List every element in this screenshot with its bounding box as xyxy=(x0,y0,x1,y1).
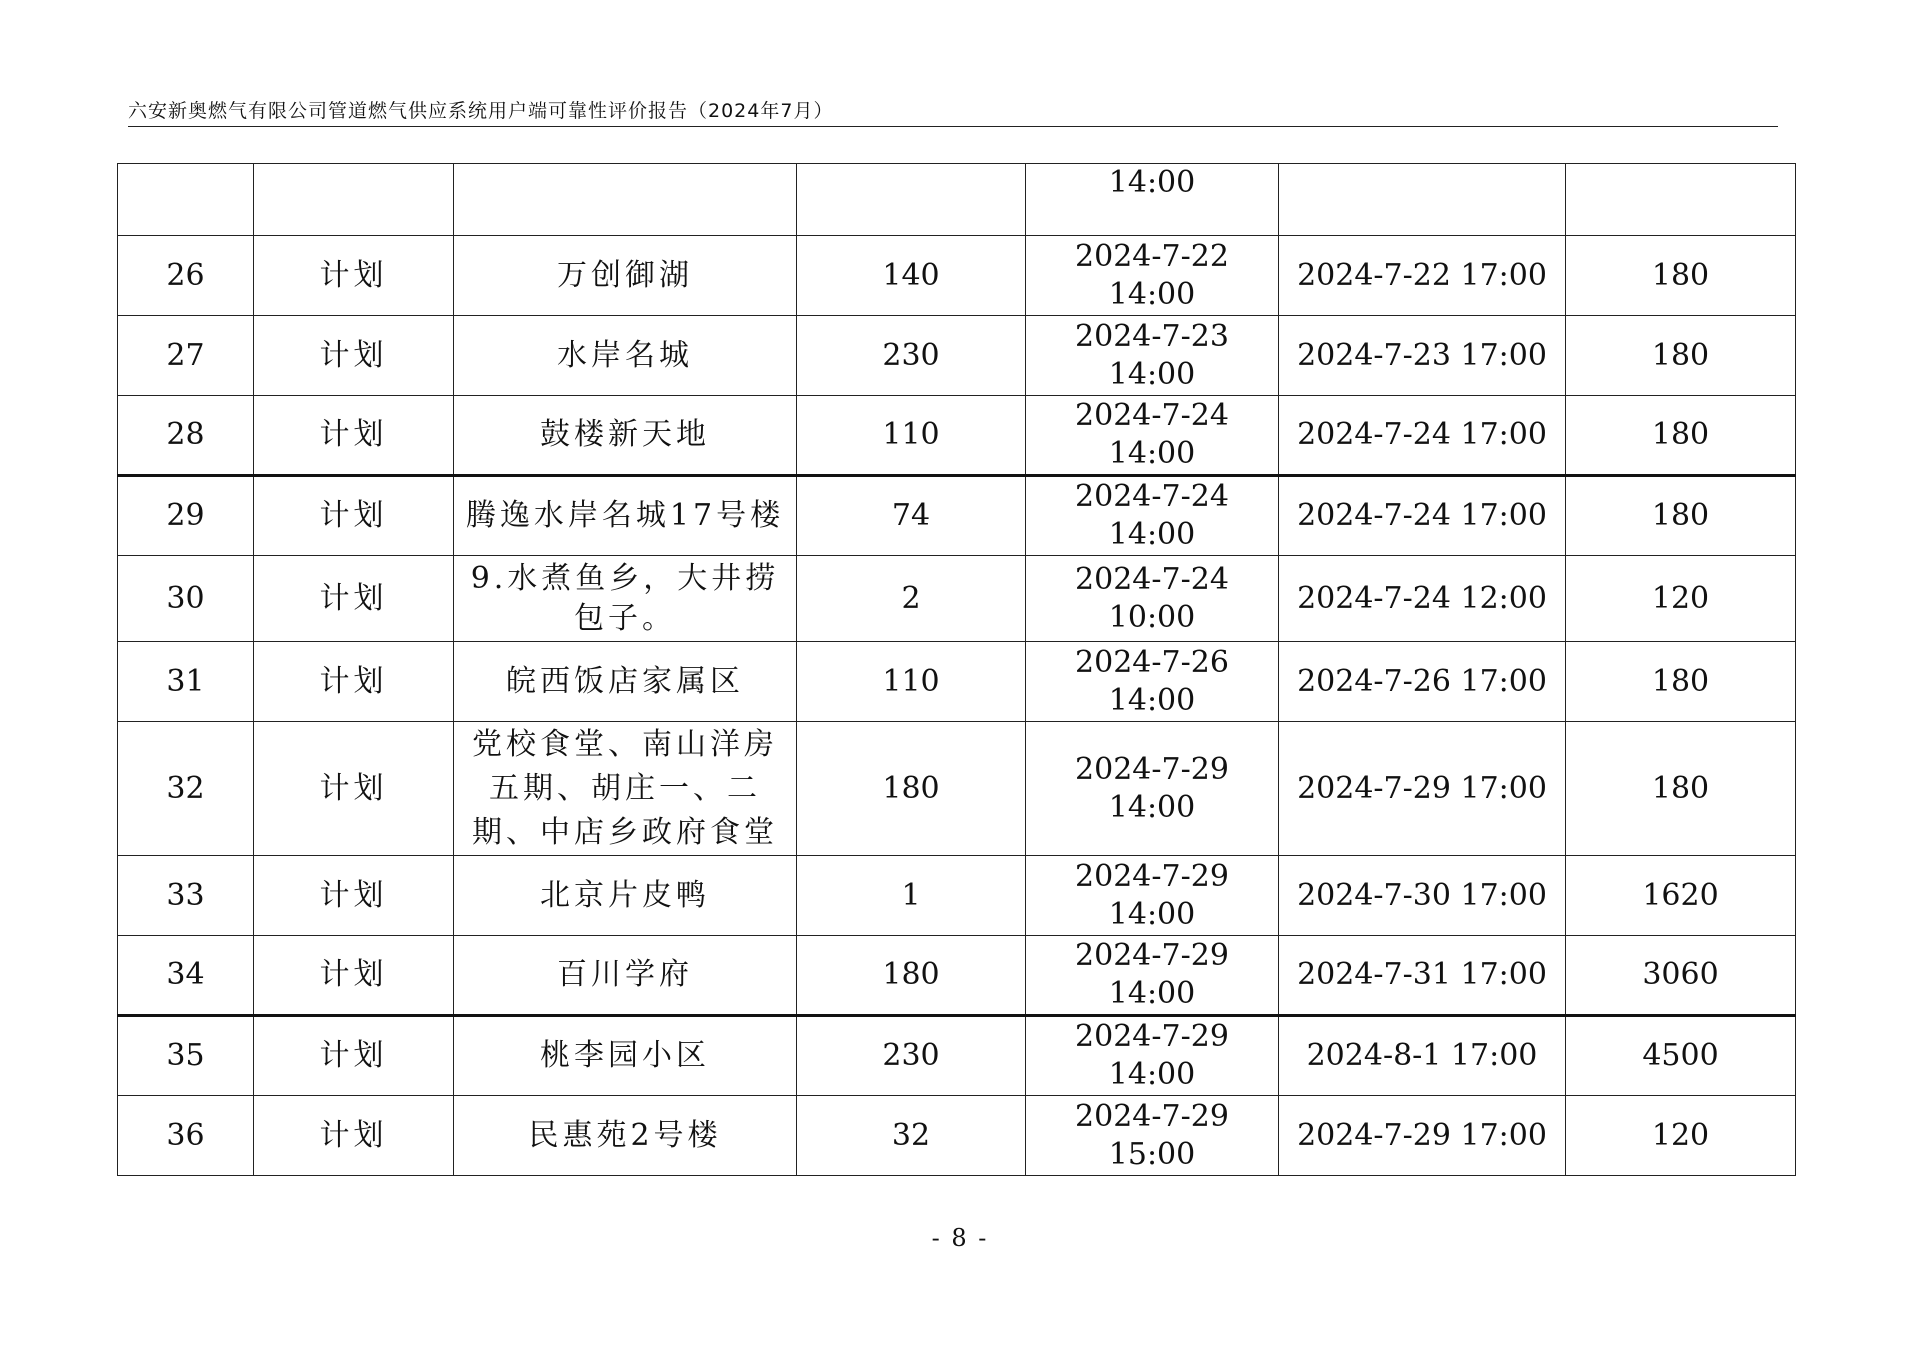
cell-end: 2024-8-1 17:00 xyxy=(1279,1016,1566,1096)
cell-type: 计划 xyxy=(254,722,454,856)
cell-households: 1 xyxy=(797,856,1026,936)
cell-area xyxy=(454,316,797,396)
cell-end: 2024-7-31 17:00 xyxy=(1279,936,1566,1016)
cell-no: 32 xyxy=(118,722,254,856)
cell-end: 2024-7-30 17:00 xyxy=(1279,856,1566,936)
cell-line: 14:00 xyxy=(1108,1057,1196,1092)
cell-line: 14:00 xyxy=(1108,436,1196,471)
cell-type xyxy=(254,164,454,236)
table-row xyxy=(118,936,1796,1016)
cell-households: 180 xyxy=(797,936,1026,1016)
cell-households: 110 xyxy=(797,642,1026,722)
cell-end: 2024-7-23 17:00 xyxy=(1279,316,1566,396)
cell-line: 9.水煮鱼乡，大井捞 xyxy=(470,560,780,596)
header-rule xyxy=(128,126,1778,127)
cell-type: 计划 xyxy=(254,1096,454,1176)
cell-area xyxy=(454,556,797,642)
cell-no: 31 xyxy=(118,642,254,722)
cell-area xyxy=(454,396,797,476)
cell-line: 北京片皮鸭 xyxy=(540,877,710,913)
cell-type: 计划 xyxy=(254,396,454,476)
cell-households: 180 xyxy=(797,722,1026,856)
cell-duration: 180 xyxy=(1566,236,1796,316)
cell-start xyxy=(1026,856,1279,936)
cell-duration: 120 xyxy=(1566,1096,1796,1176)
cell-type: 计划 xyxy=(254,936,454,1016)
cell-line: 皖西饭店家属区 xyxy=(506,663,744,699)
cell-no: 26 xyxy=(118,236,254,316)
cell-line: 期、中店乡政府食堂 xyxy=(472,814,778,850)
cell-line: 14:00 xyxy=(1108,276,1196,312)
cell-line: 桃李园小区 xyxy=(540,1038,710,1073)
cell-duration xyxy=(1566,164,1796,236)
cell-line: 2024-7-29 xyxy=(1075,1098,1229,1134)
cell-no: 29 xyxy=(118,476,254,556)
cell-line: 14:00 xyxy=(1108,682,1196,718)
cell-households: 74 xyxy=(797,476,1026,556)
cell-line: 2024-7-23 xyxy=(1075,318,1229,354)
outage-table-body xyxy=(118,164,1796,1176)
cell-start xyxy=(1026,1016,1279,1096)
cell-start xyxy=(1026,642,1279,722)
cell-area xyxy=(454,1016,797,1096)
table-row xyxy=(118,556,1796,642)
cell-start xyxy=(1026,236,1279,316)
cell-no xyxy=(118,164,254,236)
cell-duration: 4500 xyxy=(1566,1016,1796,1096)
cell-line: 10:00 xyxy=(1108,599,1196,635)
cell-line: 百川学府 xyxy=(557,957,693,992)
table-row xyxy=(118,396,1796,476)
cell-no: 36 xyxy=(118,1096,254,1176)
cell-area xyxy=(454,642,797,722)
cell-area xyxy=(454,722,797,856)
cell-start: 14:00 xyxy=(1026,164,1279,236)
cell-end: 2024-7-29 17:00 xyxy=(1279,1096,1566,1176)
cell-line: 14:00 xyxy=(1108,789,1196,825)
cell-households: 230 xyxy=(797,316,1026,396)
cell-no: 28 xyxy=(118,396,254,476)
cell-duration: 180 xyxy=(1566,316,1796,396)
cell-line: 2024-7-29 xyxy=(1075,1019,1229,1054)
table-row xyxy=(118,476,1796,556)
cell-type: 计划 xyxy=(254,316,454,396)
cell-line: 2024-7-24 xyxy=(1075,398,1229,433)
cell-households: 230 xyxy=(797,1016,1026,1096)
cell-type: 计划 xyxy=(254,642,454,722)
cell-duration: 180 xyxy=(1566,642,1796,722)
cell-households: 2 xyxy=(797,556,1026,642)
cell-start xyxy=(1026,1096,1279,1176)
cell-no: 34 xyxy=(118,936,254,1016)
cell-duration: 1620 xyxy=(1566,856,1796,936)
cell-start xyxy=(1026,722,1279,856)
cell-area xyxy=(454,476,797,556)
cell-type: 计划 xyxy=(254,236,454,316)
table-row xyxy=(118,642,1796,722)
cell-duration: 120 xyxy=(1566,556,1796,642)
cell-line: 2024-7-29 xyxy=(1075,938,1229,973)
cell-line: 14:00 xyxy=(1108,517,1196,552)
table-row xyxy=(118,856,1796,936)
cell-line: 2024-7-24 xyxy=(1075,561,1229,597)
report-header-title: 六安新奥燃气有限公司管道燃气供应系统用户端可靠性评价报告（2024年7月） xyxy=(128,100,834,122)
cell-line: 2024-7-24 xyxy=(1075,479,1229,514)
cell-start xyxy=(1026,556,1279,642)
cell-line: 党校食堂、南山洋房 xyxy=(472,726,778,762)
cell-line: 2024-7-26 xyxy=(1075,644,1229,680)
cell-area xyxy=(454,1096,797,1176)
cell-households: 140 xyxy=(797,236,1026,316)
cell-duration: 180 xyxy=(1566,722,1796,856)
table-row xyxy=(118,722,1796,856)
cell-line: 14:00 xyxy=(1108,976,1196,1011)
cell-line: 2024-7-29 xyxy=(1075,858,1229,894)
cell-households xyxy=(797,164,1026,236)
cell-start xyxy=(1026,476,1279,556)
cell-end: 2024-7-22 17:00 xyxy=(1279,236,1566,316)
cell-line: 15:00 xyxy=(1108,1136,1196,1172)
cell-type: 计划 xyxy=(254,856,454,936)
cell-end xyxy=(1279,164,1566,236)
cell-no: 35 xyxy=(118,1016,254,1096)
cell-duration: 180 xyxy=(1566,396,1796,476)
cell-line: 14:00 xyxy=(1108,356,1196,392)
cell-line: 腾逸水岸名城17号楼 xyxy=(465,498,785,533)
cell-duration: 3060 xyxy=(1566,936,1796,1016)
cell-end: 2024-7-24 17:00 xyxy=(1279,476,1566,556)
table-row xyxy=(118,316,1796,396)
cell-end: 2024-7-29 17:00 xyxy=(1279,722,1566,856)
cell-line: 包子。 xyxy=(574,600,676,636)
cell-start xyxy=(1026,396,1279,476)
cell-start xyxy=(1026,936,1279,1016)
table-row-continuation xyxy=(118,164,1796,236)
cell-line: 万创御湖 xyxy=(557,257,693,293)
page-number: - 8 - xyxy=(931,1224,989,1252)
outage-table xyxy=(117,163,1796,1176)
table-row xyxy=(118,1016,1796,1096)
cell-area xyxy=(454,164,797,236)
cell-line: 民惠苑2号楼 xyxy=(528,1117,722,1153)
table-row xyxy=(118,236,1796,316)
cell-start xyxy=(1026,316,1279,396)
cell-area xyxy=(454,856,797,936)
cell-no: 33 xyxy=(118,856,254,936)
table-row xyxy=(118,1096,1796,1176)
cell-line: 五期、胡庄一、二 xyxy=(489,770,761,806)
cell-no: 27 xyxy=(118,316,254,396)
cell-line: 2024-7-29 xyxy=(1075,751,1229,787)
cell-line: 鼓楼新天地 xyxy=(540,417,710,452)
cell-no: 30 xyxy=(118,556,254,642)
cell-type: 计划 xyxy=(254,556,454,642)
cell-line: 2024-7-22 xyxy=(1075,238,1229,274)
cell-end: 2024-7-24 17:00 xyxy=(1279,396,1566,476)
cell-households: 110 xyxy=(797,396,1026,476)
cell-area xyxy=(454,936,797,1016)
cell-duration: 180 xyxy=(1566,476,1796,556)
cell-end: 2024-7-26 17:00 xyxy=(1279,642,1566,722)
cell-type: 计划 xyxy=(254,1016,454,1096)
cell-end: 2024-7-24 12:00 xyxy=(1279,556,1566,642)
cell-line: 水岸名城 xyxy=(557,337,693,373)
cell-area xyxy=(454,236,797,316)
cell-households: 32 xyxy=(797,1096,1026,1176)
cell-type: 计划 xyxy=(254,476,454,556)
cell-line: 14:00 xyxy=(1108,896,1196,932)
